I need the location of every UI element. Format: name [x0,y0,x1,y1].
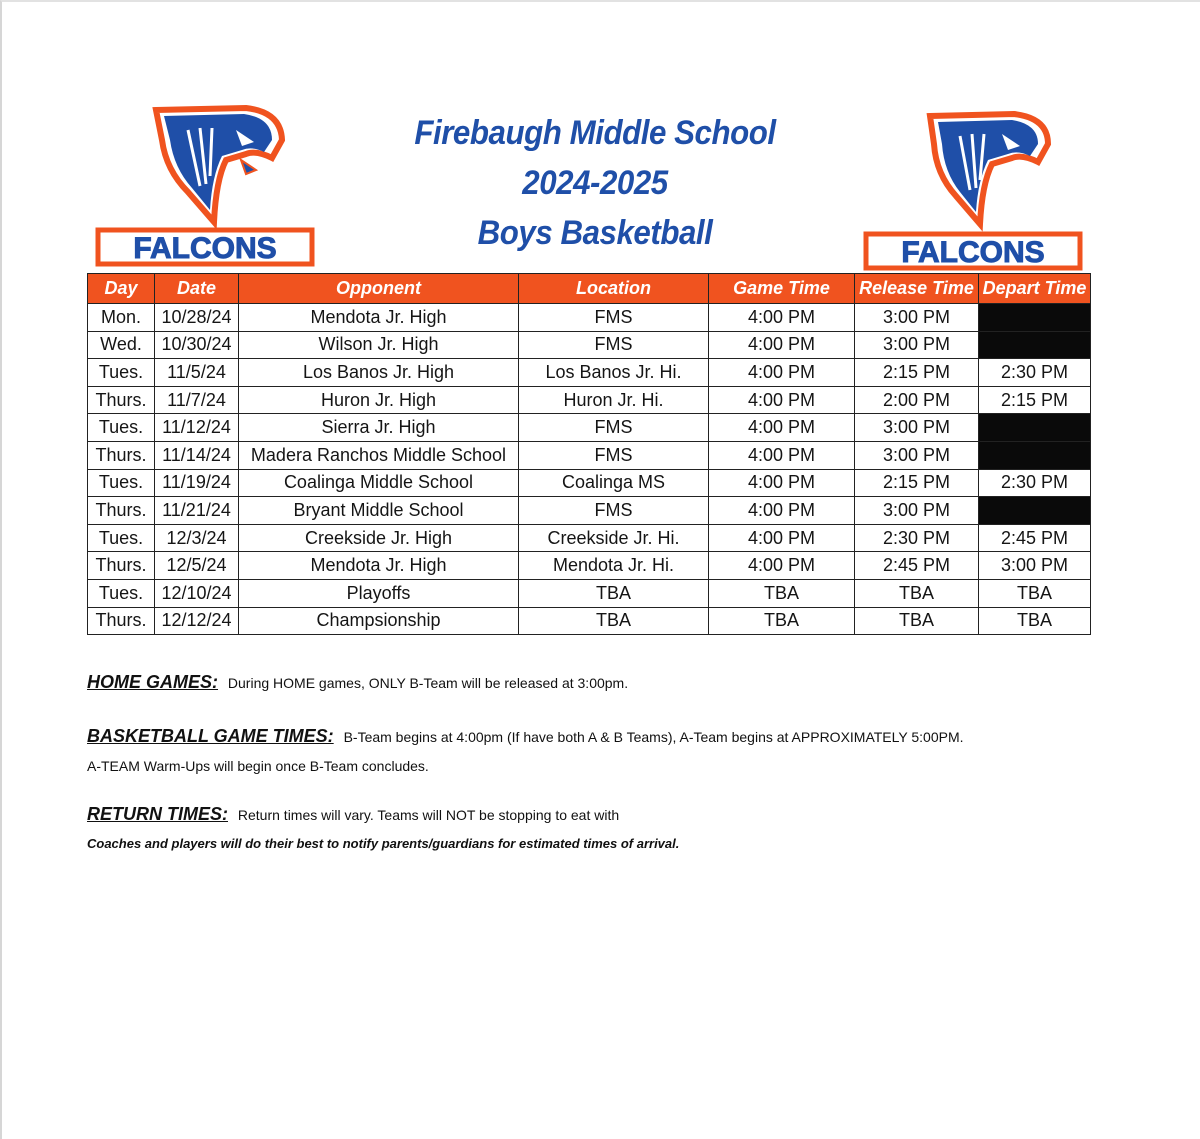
cell-release-time: 3:00 PM [855,441,979,469]
sport-name: Boys Basketball [477,214,713,252]
cell-depart-time: TBA [979,579,1091,607]
cell-opponent: Los Banos Jr. High [239,359,519,387]
header-day: Day [88,274,155,304]
cell-date: 10/30/24 [155,331,239,359]
table-row [88,552,1091,580]
cell-day: Wed. [88,331,155,359]
schedule-table [87,273,1091,635]
cell-depart-time: 2:30 PM [979,359,1091,387]
cell-opponent: Playoffs [239,579,519,607]
cell-game-time: TBA [709,607,855,635]
cell-location: Los Banos Jr. Hi. [519,359,709,387]
cell-depart-time: 2:15 PM [979,386,1091,414]
cell-opponent: Creekside Jr. High [239,524,519,552]
cell-depart-time [979,331,1091,359]
note-return-text: Return times will vary. Teams will NOT be stopping to eat with [237,807,620,823]
season-years: 2024-2025 [522,164,668,202]
cell-date: 11/12/24 [155,414,239,442]
cell-location: Huron Jr. Hi. [519,386,709,414]
cell-date: 11/7/24 [155,386,239,414]
cell-game-time: 4:00 PM [709,386,855,414]
cell-game-time: 4:00 PM [709,497,855,525]
logo-wordmark: FALCONS [901,236,1045,269]
cell-date: 12/10/24 [155,579,239,607]
cell-game-time: TBA [709,579,855,607]
cell-date: 12/12/24 [155,607,239,635]
cell-release-time: 2:30 PM [855,524,979,552]
schedule-body [88,304,1091,635]
logo-wordmark: FALCONS [133,232,277,265]
cell-game-time: 4:00 PM [709,359,855,387]
cell-location: Coalinga MS [519,469,709,497]
header-release-time: Release Time [855,274,979,304]
cell-opponent: Madera Ranchos Middle School [239,441,519,469]
cell-opponent: Sierra Jr. High [239,414,519,442]
cell-day: Tues. [88,359,155,387]
note-times-label: BASKETBALL GAME TIMES: [87,726,334,746]
note-return-label: RETURN TIMES: [87,804,228,824]
table-header-row [88,274,1091,304]
cell-date: 12/5/24 [155,552,239,580]
cell-release-time: 3:00 PM [855,497,979,525]
cell-date: 10/28/24 [155,304,239,332]
cell-depart-time: 2:30 PM [979,469,1091,497]
cell-location: Creekside Jr. Hi. [519,524,709,552]
table-row [88,469,1091,497]
falcons-logo-left [96,100,318,268]
table-row [88,579,1091,607]
cell-day: Thurs. [88,386,155,414]
cell-date: 11/5/24 [155,359,239,387]
cell-release-time: TBA [855,607,979,635]
cell-game-time: 4:00 PM [709,552,855,580]
cell-location: Mendota Jr. Hi. [519,552,709,580]
header-location: Location [519,274,709,304]
cell-game-time: 4:00 PM [709,524,855,552]
table-row [88,414,1091,442]
cell-release-time: 2:00 PM [855,386,979,414]
table-row [88,497,1091,525]
table-row [88,331,1091,359]
cell-day: Mon. [88,304,155,332]
cell-game-time: 4:00 PM [709,304,855,332]
cell-day: Tues. [88,414,155,442]
note-times-text: B-Team begins at 4:00pm (If have both A & B Teams), A-Team begins at APPROXIMATELY 5:00PM. [343,729,964,745]
cell-day: Thurs. [88,552,155,580]
cell-depart-time [979,414,1091,442]
cell-release-time: 3:00 PM [855,304,979,332]
cell-day: Tues. [88,524,155,552]
cell-day: Tues. [88,469,155,497]
cell-location: FMS [519,497,709,525]
cell-depart-time [979,497,1091,525]
falcon-icon [864,110,1084,272]
cell-opponent: Mendota Jr. High [239,552,519,580]
cell-location: TBA [519,579,709,607]
cell-location: FMS [519,331,709,359]
note-game-times [87,726,964,747]
cell-release-time: 2:15 PM [855,359,979,387]
note-return-text-2: Coaches and players will do their best to notify parents/guardians for estimated times of arrival. [87,836,680,851]
cell-location: FMS [519,441,709,469]
cell-game-time: 4:00 PM [709,441,855,469]
table-row [88,359,1091,387]
cell-day: Tues. [88,579,155,607]
cell-release-time: 3:00 PM [855,331,979,359]
school-name: Firebaugh Middle School [414,114,776,152]
cell-location: FMS [519,304,709,332]
falcon-icon [96,100,318,268]
table-row [88,524,1091,552]
cell-game-time: 4:00 PM [709,469,855,497]
table-row [88,441,1091,469]
cell-depart-time [979,441,1091,469]
cell-depart-time: TBA [979,607,1091,635]
page-title [351,108,839,258]
cell-date: 11/21/24 [155,497,239,525]
note-home-games [87,672,628,693]
table-row [88,304,1091,332]
cell-opponent: Champsionship [239,607,519,635]
cell-release-time: 2:15 PM [855,469,979,497]
cell-release-time: TBA [855,579,979,607]
header-opponent: Opponent [239,274,519,304]
note-home-label: HOME GAMES: [87,672,219,692]
header-date: Date [155,274,239,304]
cell-release-time: 3:00 PM [855,414,979,442]
cell-location: TBA [519,607,709,635]
cell-game-time: 4:00 PM [709,331,855,359]
cell-opponent: Huron Jr. High [239,386,519,414]
cell-location: FMS [519,414,709,442]
note-times-text-2: A-TEAM Warm-Ups will begin once B-Team concludes. [87,758,429,774]
cell-game-time: 4:00 PM [709,414,855,442]
cell-day: Thurs. [88,441,155,469]
cell-date: 11/19/24 [155,469,239,497]
note-home-text: During HOME games, ONLY B-Team will be released at 3:00pm. [227,675,629,691]
header-depart-time: Depart Time [979,274,1091,304]
falcons-logo-right [864,110,1084,272]
cell-day: Thurs. [88,607,155,635]
header-game-time: Game Time [709,274,855,304]
cell-opponent: Coalinga Middle School [239,469,519,497]
cell-date: 11/14/24 [155,441,239,469]
note-return-times [87,804,619,825]
cell-depart-time [979,304,1091,332]
cell-opponent: Mendota Jr. High [239,304,519,332]
cell-date: 12/3/24 [155,524,239,552]
cell-day: Thurs. [88,497,155,525]
cell-opponent: Wilson Jr. High [239,331,519,359]
cell-opponent: Bryant Middle School [239,497,519,525]
table-row [88,386,1091,414]
cell-depart-time: 3:00 PM [979,552,1091,580]
cell-depart-time: 2:45 PM [979,524,1091,552]
cell-release-time: 2:45 PM [855,552,979,580]
table-row [88,607,1091,635]
